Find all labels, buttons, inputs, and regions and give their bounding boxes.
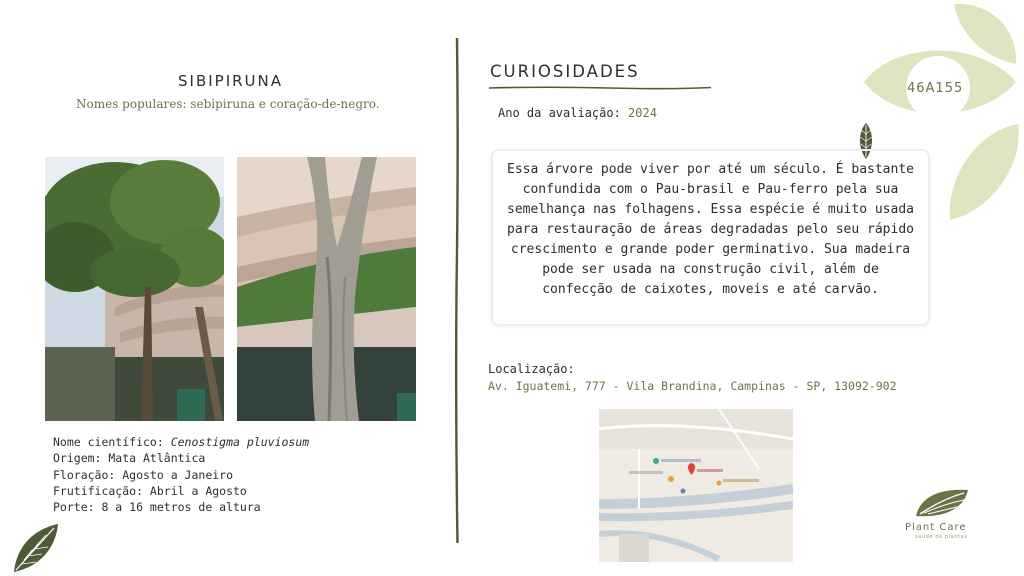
evaluation-year-label: Ano da avaliação: (498, 106, 629, 120)
curiosities-card: Essa árvore pode viver por até um século. É bastante confundida com o Pau-brasil e Pau-ferro pela sua semelhança nas folhagens. Essa espécie é muito usada para restauração de áreas degradadas pelo seu rápido crescimento e grande poder germinativo. Sua madeira pode ser usada na construção civil, além de confecção de caixotes, moveis e até carvão. (491, 149, 930, 326)
scientific-name-value: Cenostigma pluviosum (170, 435, 310, 449)
tree-code: 46A155 (907, 81, 964, 96)
origin-row: Origem: Mata Atlântica (53, 451, 206, 466)
scientific-name-row (53, 434, 309, 450)
popular-names: Nomes populares: sebipiruna e coração-de-negro. (76, 97, 380, 111)
location-label: Localização: (488, 362, 575, 376)
size-row: Porte: 8 a 16 metros de altura (53, 500, 261, 515)
column-divider (454, 38, 460, 543)
tree-trunk-photo (237, 157, 416, 421)
fruiting-row: Frutificação: Abril a Agosto (53, 483, 247, 498)
leaf-cluster-decoration (860, 0, 1024, 224)
plant-care-logo-icon (914, 486, 970, 520)
evaluation-year (498, 106, 657, 120)
leaf-decoration-icon (10, 520, 62, 576)
species-title: SIBIPIRUNA (178, 72, 284, 90)
evaluation-year-value: 2024 (628, 106, 657, 120)
brand-name: Plant Care (905, 522, 967, 533)
title-underline (489, 84, 711, 92)
tree-canopy-photo (45, 157, 224, 421)
scientific-name-label: Nome científico: (53, 435, 171, 449)
location-map[interactable] (599, 409, 793, 562)
curiosities-title: CURIOSIDADES (490, 62, 640, 81)
flowering-row: Floração: Agosto a Janeiro (53, 467, 234, 482)
brand-tagline: saúde de plantas (915, 534, 968, 540)
species-facts (53, 434, 309, 515)
location-address: Av. Iguatemi, 777 - Vila Brandina, Campinas - SP, 13092-902 (488, 379, 897, 393)
